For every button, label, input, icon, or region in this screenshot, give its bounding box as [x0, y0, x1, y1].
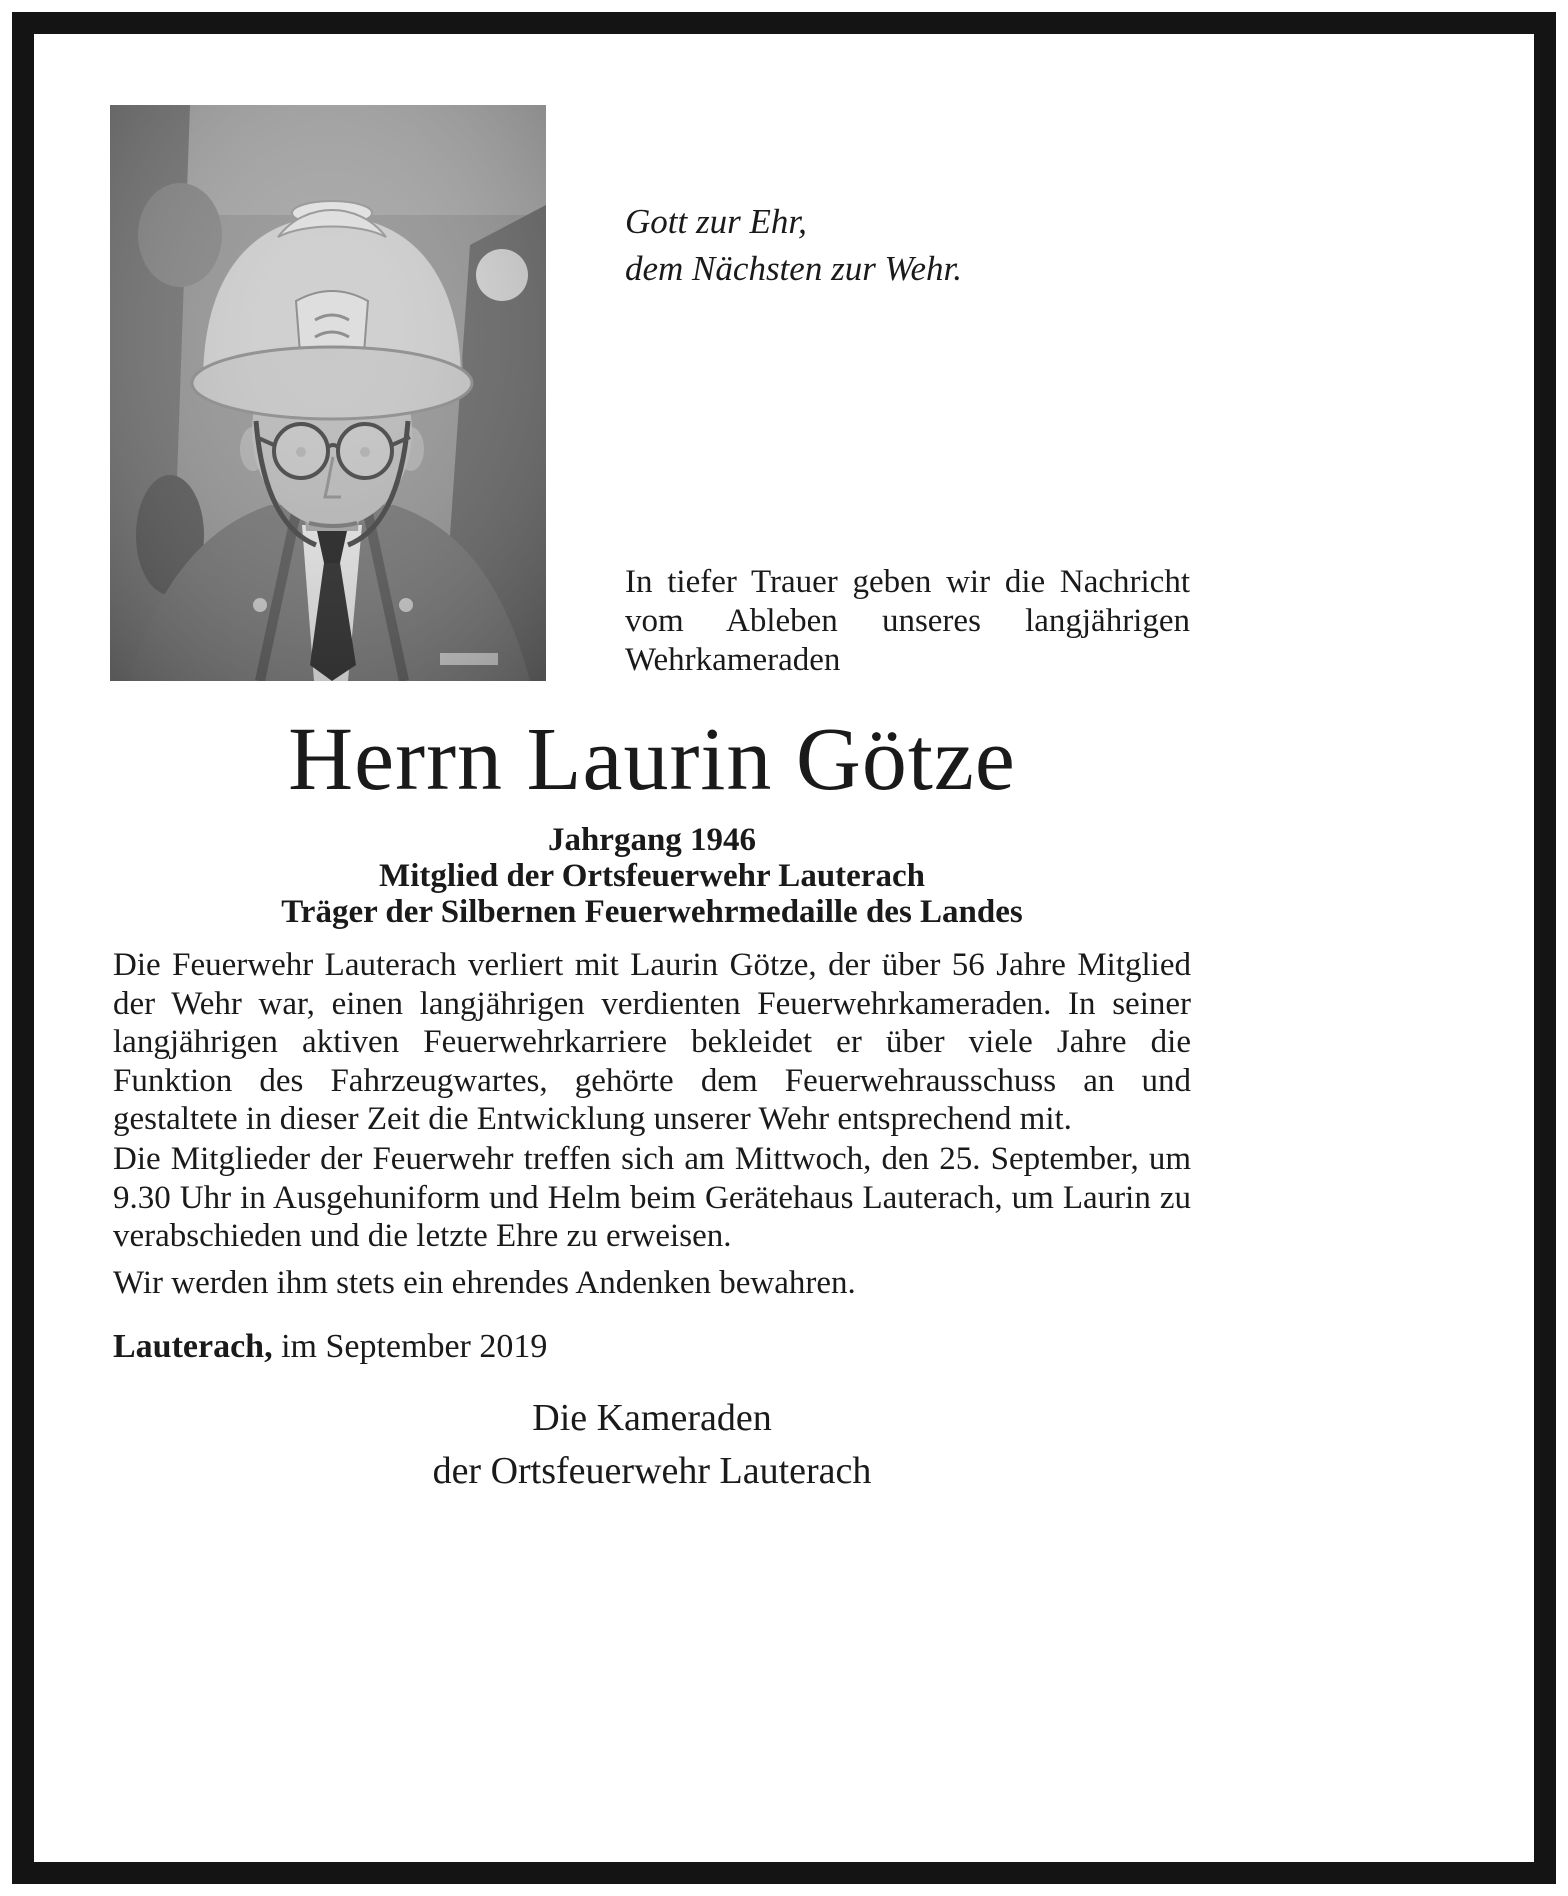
subtitle-medal: Träger der Silbernen Feuerwehrmedaille des Landes: [281, 894, 1023, 930]
signoff-place: Lauterach,: [113, 1328, 273, 1365]
body-paragraph-career: Die Feuerwehr Lauterach verliert mit Laurin Götze, der über 56 Jahre Mitglied der Wehr war, einen langjährigen verdienten Feuerwehrkameraden. In seiner langjährigen aktiven Feuerwehrkarriere bekleidet er über viele Jahre die Funktion des Fahrzeugwartes, gehörte dem Feuerwehrausschuss an und gestaltete in dieser Zeit die Entwicklung unserer Wehr entsprechend mit.: [113, 947, 1191, 1137]
body-paragraph-farewell-meeting: Die Mitglieder der Feuerwehr treffen sich am Mittwoch, den 25. September, um 9.30 Uhr in Ausgehuniform und Helm beim Gerätehaus Lauterach, um Laurin zu verabschieden und die letzte Ehre zu erweisen.: [113, 1141, 1191, 1254]
photo-vignette: [110, 105, 546, 681]
intro-paragraph: In tiefer Trauer geben wir die Nachricht vom Ableben unseres langjährigen Wehrkameraden: [625, 564, 1190, 678]
closing-block: [113, 1392, 1191, 1498]
subtitle-birth-year: Jahrgang 1946: [547, 822, 757, 858]
closing-line2: der Ortsfeuerwehr Lauterach: [432, 1450, 872, 1492]
portrait-illustration: [110, 105, 546, 681]
motto: [625, 198, 962, 292]
body-paragraph-remembrance: Wir werden ihm stets ein ehrendes Andenken bewahren.: [113, 1265, 856, 1301]
signoff: [113, 1328, 547, 1366]
motto-line1: Gott zur Ehr,: [625, 202, 807, 241]
portrait-photo: [110, 105, 546, 681]
subtitle-block: [113, 822, 1191, 930]
subtitle-membership: Mitglied der Ortsfeuerwehr Lauterach: [379, 858, 925, 894]
motto-line2: dem Nächsten zur Wehr.: [625, 249, 963, 288]
closing-line1: Die Kameraden: [532, 1397, 772, 1439]
deceased-name: Herrn Laurin Götze: [288, 710, 1016, 809]
signoff-date: im September 2019: [272, 1328, 548, 1365]
